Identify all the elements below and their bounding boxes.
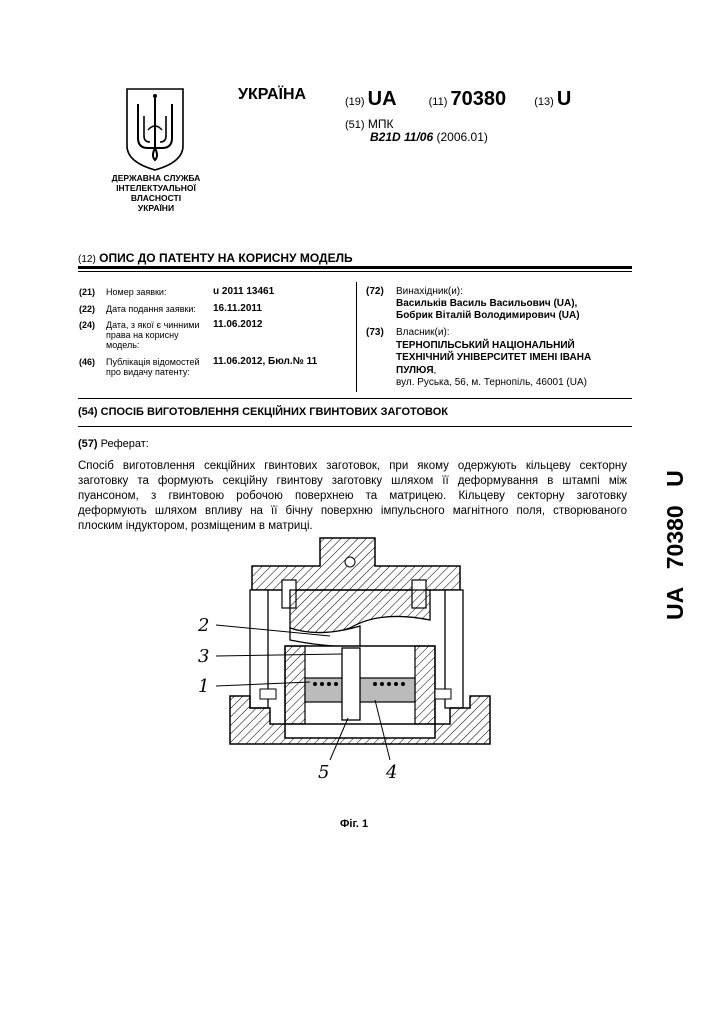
inventors-label: Винахідник(и): [396, 286, 463, 297]
field-72 [366, 287, 384, 297]
inventors-block [396, 286, 580, 322]
field-21-label: Номер заявки: [106, 287, 167, 297]
mpk-line [345, 117, 394, 131]
divider [78, 426, 632, 427]
owner-name-line: ТЕХНІЧНИЙ УНІВЕРСИТЕТ ІМЕНІ ІВАНА [396, 352, 592, 363]
code13-value: U [556, 88, 572, 110]
publication-codes [345, 88, 571, 111]
figure-drawing [190, 528, 510, 788]
figure-label-3: 3 [198, 646, 210, 667]
agency-line: ІНТЕЛЕКТУАЛЬНОЇ [116, 183, 196, 193]
agency-line: ДЕРЖАВНА СЛУЖБА [111, 173, 201, 183]
label-line: модель: [106, 340, 140, 350]
agency-line: УКРАЇНИ [137, 203, 175, 213]
field-21 [79, 287, 95, 297]
owner-address: вул. Руська, 56, м. Тернопіль, 46001 (UA) [396, 377, 587, 388]
figure-caption: Фіг. 1 [340, 818, 369, 830]
code11-label: (11) [428, 96, 448, 108]
label-line: Дата, з якої є чинними [106, 320, 200, 330]
divider [78, 398, 632, 399]
divider [78, 266, 632, 269]
country-name: УКРАЇНА [238, 86, 307, 103]
field-46-label [106, 357, 200, 377]
label-line: права на корисну [106, 330, 179, 340]
code11-value: 70380 [450, 88, 507, 110]
owners-label: Власник(и): [396, 327, 450, 338]
code13-label: (13) [534, 96, 554, 108]
agency-line: ВЛАСНОСТІ [130, 193, 182, 203]
side-kind: U [662, 470, 688, 487]
abstract-label: Реферат: [100, 438, 149, 450]
field-number: (72) [366, 286, 384, 297]
abstract-line: плоским індуктором, розміщеним в матриці. [78, 520, 313, 532]
svg-text:UA 70380 U [662, 470, 688, 620]
doc-type-text: ОПИС ДО ПАТЕНТУ НА КОРИСНУ МОДЕЛЬ [99, 251, 353, 265]
divider [78, 271, 632, 272]
coat-of-arms-logo [124, 86, 186, 172]
abstract-line: заготовку та формують секційну гвинтову заготовку шляхом її деформування в штампі між [78, 475, 627, 487]
field-46-value: 11.06.2012, Бюл.№ 11 [213, 356, 318, 367]
field-24-label [106, 320, 199, 350]
column-divider [356, 282, 357, 392]
agency-name [96, 173, 216, 213]
field-22-value: 16.11.2011 [213, 303, 262, 314]
class-code: B21D 11/06 [370, 130, 434, 144]
doc-type-label: (12) [78, 254, 96, 265]
label-line: Публікація відомостей [106, 357, 200, 367]
owners-block [396, 327, 591, 390]
side-country: UA [662, 587, 688, 620]
side-number: 70380 [662, 505, 688, 570]
label-line: про видачу патенту: [106, 367, 190, 377]
abstract-number: (57) [78, 438, 98, 450]
figure-label-1: 1 [198, 676, 210, 697]
field-22-label: Дата подання заявки: [106, 304, 196, 314]
abstract-line: Спосіб виготовлення секційних гвинтових заготовок, при якому одержують кільцеву секторну [78, 460, 627, 472]
field-46 [79, 357, 95, 367]
abstract-line: пуансоном, з гвинтовою робочою поверхнею та матрицею. Кільцеву секторну заготовку [78, 490, 627, 502]
title-number: (54) [78, 406, 98, 418]
owner-name-line: ТЕРНОПІЛЬСЬКИЙ НАЦІОНАЛЬНИЙ [396, 339, 575, 351]
field-73 [366, 328, 384, 338]
class-year: (2006.01) [436, 130, 488, 144]
abstract-heading [78, 438, 149, 450]
inventor-name: Васильків Василь Васильович (UA), [396, 298, 578, 309]
document-type [78, 251, 353, 265]
mpk-text: МПК [367, 117, 394, 131]
field-number: (21) [79, 287, 96, 297]
owner-name-suffix: , [433, 364, 437, 376]
mpk-label: (51) [345, 119, 365, 131]
field-number: (73) [366, 327, 384, 338]
field-24-value: 11.06.2012 [213, 319, 263, 330]
field-22 [79, 304, 95, 314]
field-number: (24) [79, 320, 96, 330]
field-21-value: u 2011 13461 [213, 286, 275, 297]
side-publication-code [645, 470, 695, 620]
figure-label-2: 2 [198, 615, 210, 636]
abstract-text [78, 459, 627, 534]
classification [370, 130, 488, 144]
abstract-line: деформують шляхом впливу на її бічну поверхню імпульсного магнітного поля, створюваного [78, 505, 627, 517]
field-number: (22) [79, 304, 96, 314]
figure-label-4: 4 [386, 762, 398, 783]
inventor-name: Бобрик Віталій Володимирович (UA) [396, 310, 580, 321]
field-number: (46) [79, 357, 96, 367]
code19-value: UA [367, 88, 397, 110]
figure-label-5: 5 [318, 762, 330, 783]
owner-name-line: ПУЛЮЯ [396, 364, 434, 376]
invention-title [78, 406, 448, 418]
title-text: СПОСІБ ВИГОТОВЛЕННЯ СЕКЦІЙНИХ ГВИНТОВИХ ЗАГОТОВОК [100, 406, 449, 418]
code19-label: (19) [345, 96, 365, 108]
field-24 [79, 320, 95, 330]
